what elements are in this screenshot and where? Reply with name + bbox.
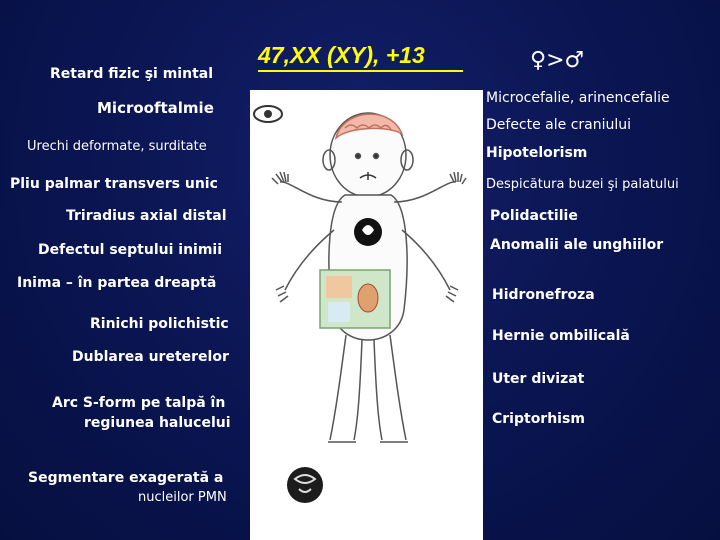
label-uter: Uter divizat (492, 371, 585, 387)
sex-ratio: ♀>♂ (530, 48, 585, 73)
foot-sole-icon (287, 467, 323, 503)
label-pmn-line1: Segmentare exagerată a (28, 470, 224, 486)
label-microoftalmie: Microoftalmie (97, 99, 214, 117)
karyotype-title: 47,XX (XY), +13 (258, 42, 425, 68)
label-unghii: Anomalii ale unghiilor (490, 237, 664, 253)
title-underline (258, 70, 463, 72)
label-ureter: Dublarea ureterelor (72, 349, 229, 365)
label-triradius: Triradius axial distal (66, 208, 227, 224)
label-septum: Defectul septului inimii (38, 242, 223, 258)
illustration-panel (250, 90, 483, 540)
label-pmn-line2: nucleilor PMN (138, 490, 227, 505)
label-hipotelorism: Hipotelorism (486, 145, 588, 161)
eye-icon (254, 106, 282, 122)
label-hidronefroza: Hidronefroza (492, 287, 595, 303)
label-microcefalie: Microcefalie, arinencefalie (486, 90, 670, 106)
label-urechi: Urechi deformate, surditate (27, 139, 207, 154)
label-craniu: Defecte ale craniului (486, 117, 632, 133)
kidney-icon (320, 270, 390, 328)
label-criptorhism: Criptorhism (492, 411, 585, 427)
label-inima: Inima – în partea dreaptă (17, 275, 217, 291)
label-retard: Retard fizic şi mintal (50, 66, 214, 82)
label-pliu: Pliu palmar transvers unic (10, 176, 218, 192)
label-hernie: Hernie ombilicală (492, 328, 630, 344)
label-arc-line1: Arc S-form pe talpă în (52, 395, 226, 411)
heart-icon (354, 218, 382, 246)
label-rinichi: Rinichi polichistic (90, 316, 229, 332)
label-despicatura: Despicătura buzei şi palatului (486, 177, 679, 192)
infant-illustration (250, 90, 483, 540)
label-polidactilie: Polidactilie (490, 208, 578, 224)
label-arc-line2: regiunea halucelui (84, 415, 231, 431)
